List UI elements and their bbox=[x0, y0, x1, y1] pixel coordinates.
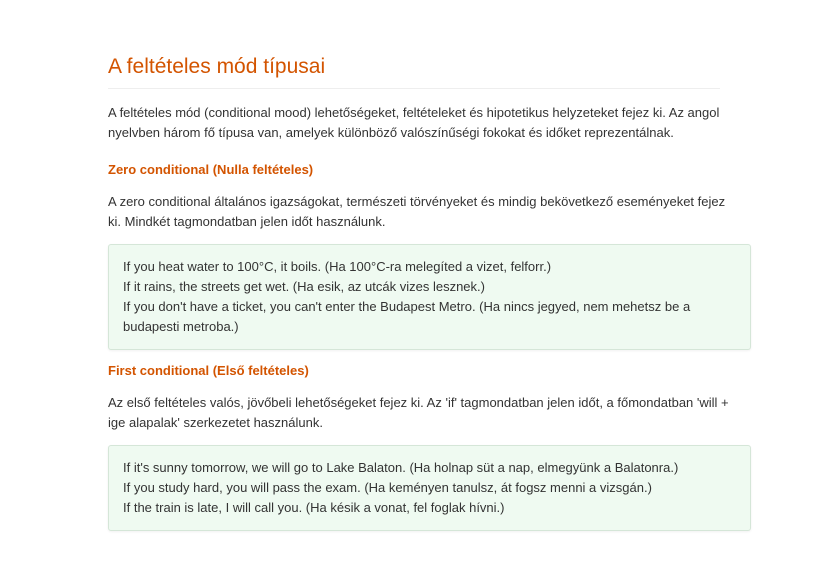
example-box-zero bbox=[108, 244, 751, 350]
example-line: If the train is late, I will call you. (Ha késik a vonat, fel foglak hívni.) bbox=[123, 500, 505, 515]
intro-paragraph: A feltételes mód (conditional mood) lehetőségeket, feltételeket és hipotetikus helyzeteket fejez ki. Az angol nyelvben három fő típusa van, amelyek különböző valószínűségi fokokat és időket reprezentálnak. bbox=[108, 105, 720, 140]
example-line: If you heat water to 100°C, it boils. (Ha 100°C-ra melegíted a vizet, felforr.) bbox=[123, 259, 552, 274]
example-line: If it rains, the streets get wet. (Ha esik, az utcák vizes lesznek.) bbox=[123, 279, 485, 294]
example-line: If you don't have a ticket, you can't enter the Budapest Metro. (Ha nincs jegyed, nem mehetsz be a budapesti metroba.) bbox=[123, 299, 691, 334]
example-box-first bbox=[108, 445, 751, 531]
example-line: If you study hard, you will pass the exam. (Ha keményen tanulsz, át fogsz menni a vizsgán.) bbox=[123, 480, 652, 495]
page-title: A feltételes mód típusai bbox=[108, 55, 720, 89]
section-heading-zero: Zero conditional (Nulla feltételes) bbox=[108, 162, 314, 177]
section-description-first: Az első feltételes valós, jövőbeli lehetőségeket fejez ki. Az 'if' tagmondatban jelen időt, a főmondatban 'will + ige alapalak' szerkezetet használunk. bbox=[108, 395, 729, 430]
example-line: If it's sunny tomorrow, we will go to Lake Balaton. (Ha holnap süt a nap, elmegyünk a Balatonra.) bbox=[123, 460, 679, 475]
section-heading-first: First conditional (Első feltételes) bbox=[108, 363, 309, 378]
section-description-zero: A zero conditional általános igazságokat, természeti törvényeket és mindig bekövetkező eseményeket fejez ki. Mindkét tagmondatban jelen időt használunk. bbox=[108, 194, 726, 229]
